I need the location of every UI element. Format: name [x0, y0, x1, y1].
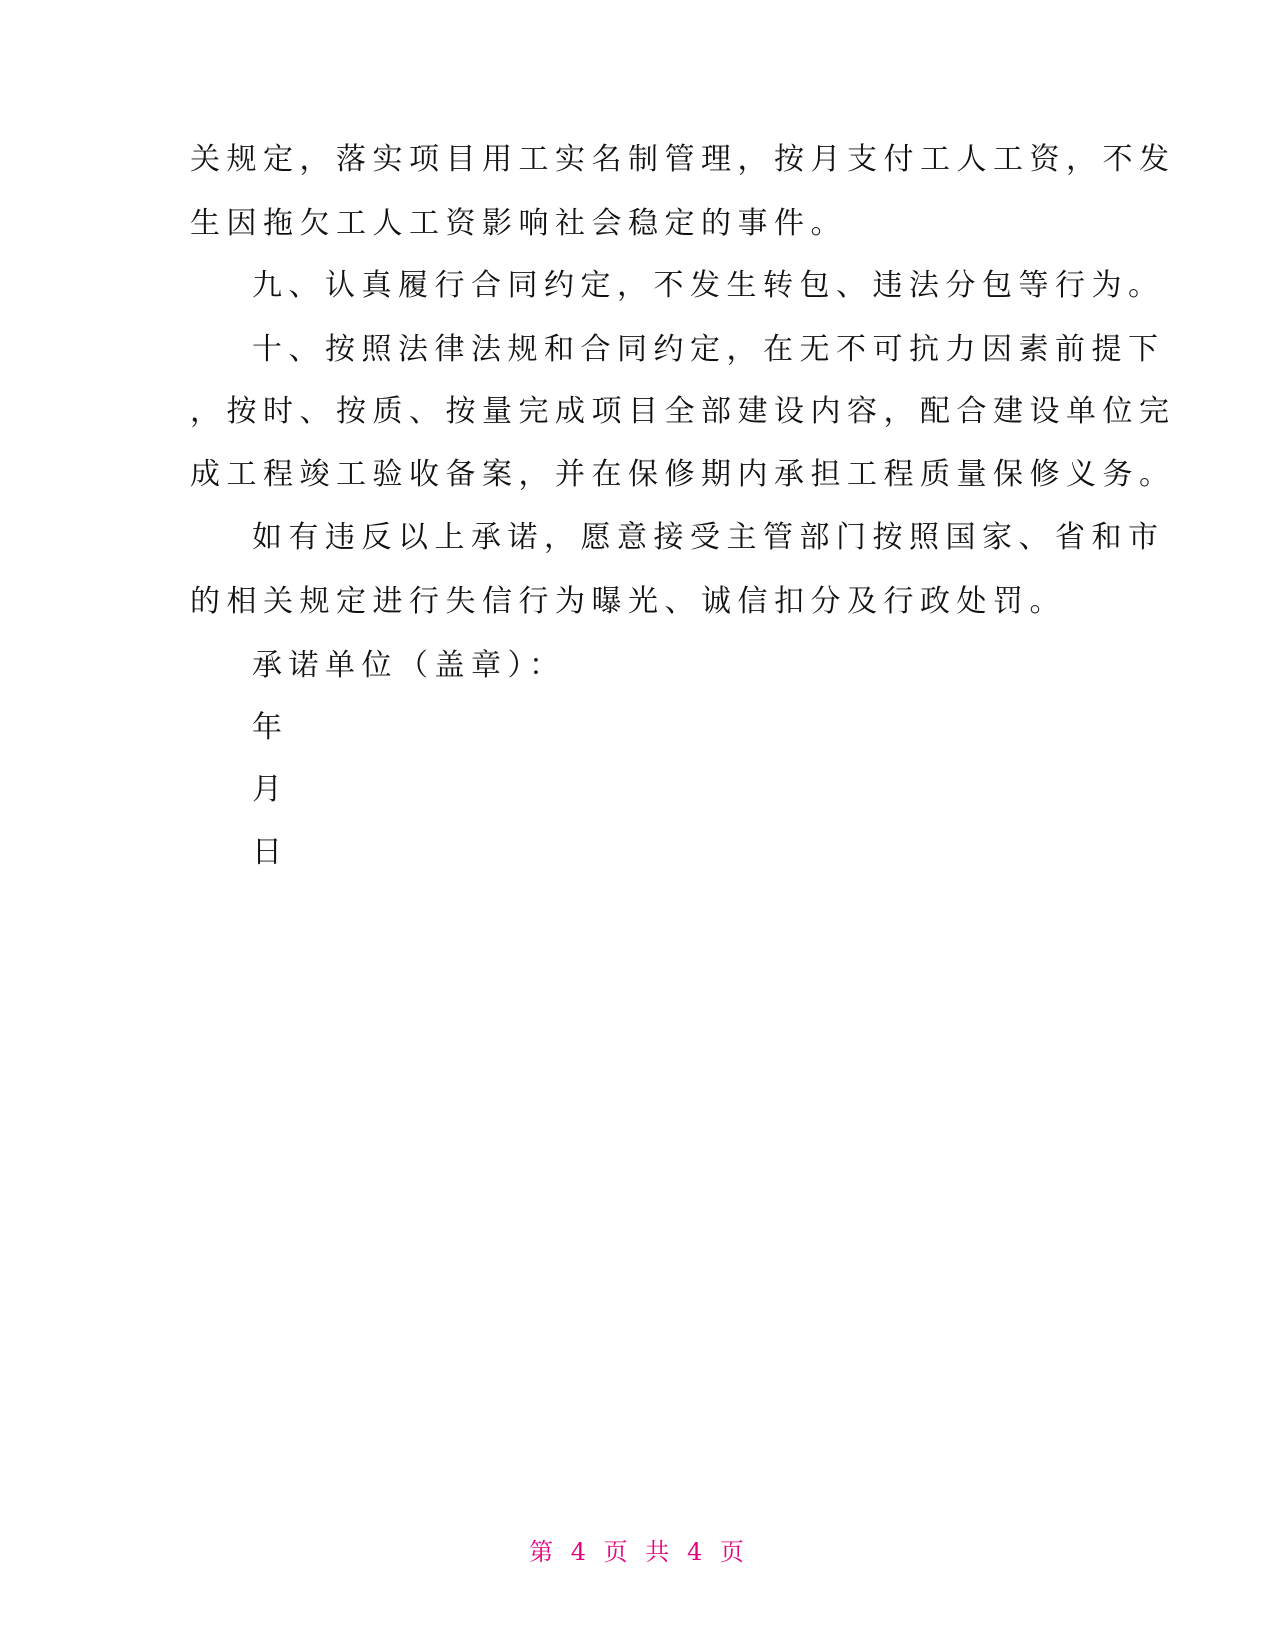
signature-day: 日: [252, 835, 286, 870]
signature-unit-label: 承诺单位（盖章）：: [252, 648, 566, 683]
paragraph-line: 十、按照法律法规和合同约定，在无不可抗力因素前提下: [252, 332, 1165, 367]
paragraph-line: 成工程竣工验收备案，并在保修期内承担工程质量保修义务。: [190, 457, 1176, 492]
paragraph-line: 的相关规定进行失信行为曝光、诚信扣分及行政处罚。: [190, 584, 1066, 619]
signature-month: 月: [252, 772, 286, 807]
paragraph-line: 生因拖欠工人工资影响社会稳定的事件。: [190, 206, 847, 241]
paragraph-line: 如有违反以上承诺，愿意接受主管部门按照国家、省和市: [252, 520, 1165, 555]
paragraph-line: 九、认真履行合同约定，不发生转包、违法分包等行为。: [252, 268, 1165, 303]
page-number-footer: 第 4 页 共 4 页: [529, 1538, 746, 1566]
paragraph-line: ，按时、按质、按量完成项目全部建设内容，配合建设单位完: [190, 394, 1176, 429]
paragraph-line: 关规定，落实项目用工实名制管理，按月支付工人工资，不发: [190, 142, 1176, 177]
signature-year: 年: [252, 710, 286, 745]
